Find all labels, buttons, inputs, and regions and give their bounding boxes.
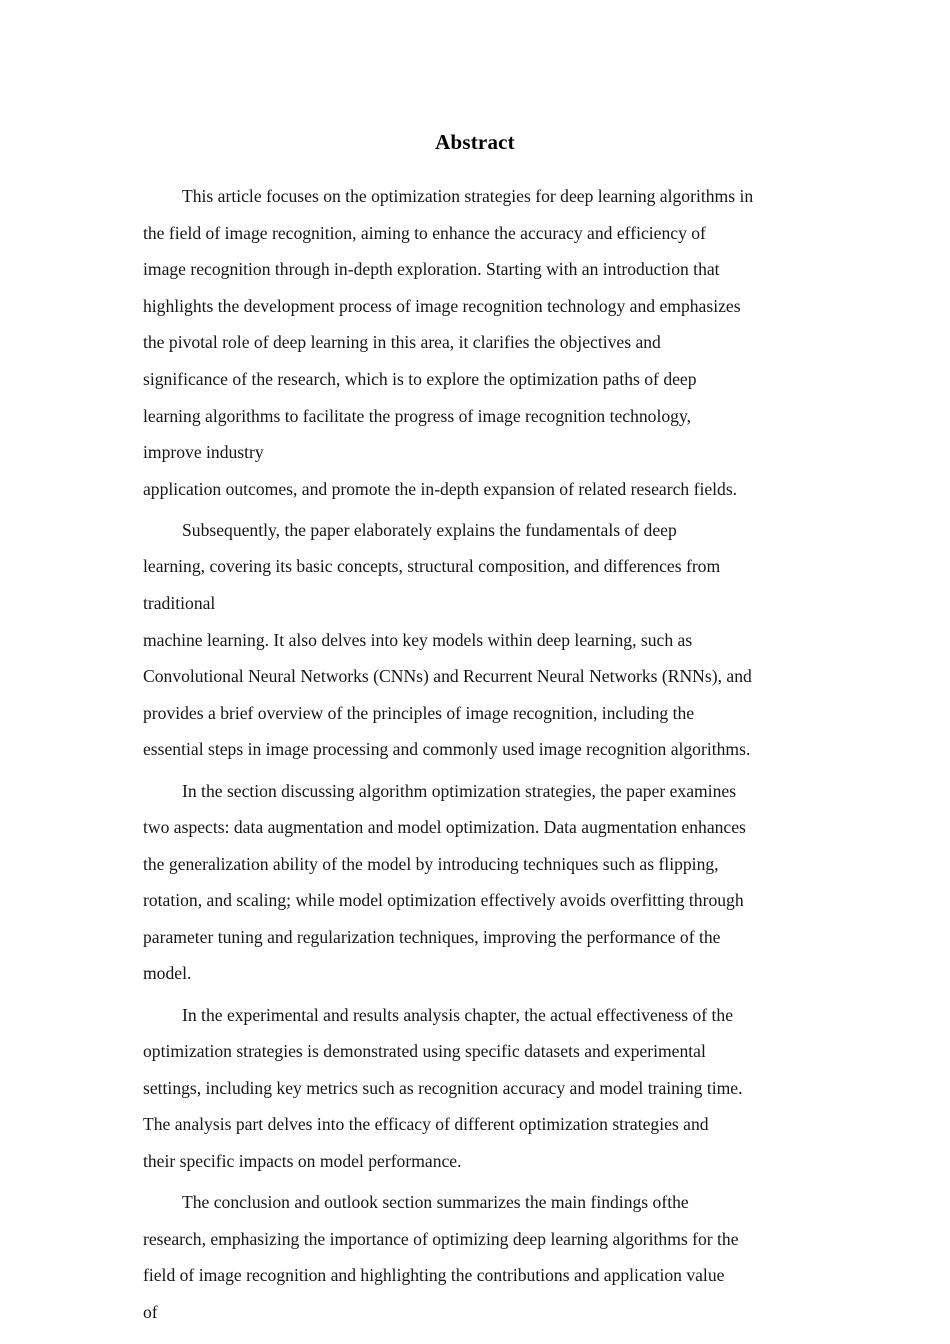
paragraph-line: This article focuses on the optimization strategies for deep learning algorithms in	[182, 186, 754, 206]
paragraph-line: two aspects: data augmentation and model optimization. Data augmentation enhances	[143, 817, 746, 838]
paragraph-line: the pivotal role of deep learning in this area, it clarifies the objectives and	[143, 332, 661, 353]
paragraph-line: their specific impacts on model performance.	[143, 1150, 462, 1171]
paragraph-line: highlights the development process of image recognition technology and emphasizes	[143, 295, 741, 316]
paragraph-line: traditional	[143, 593, 216, 614]
paragraph-4	[143, 997, 914, 1180]
paragraph-line: In the experimental and results analysis chapter, the actual effectiveness of the	[182, 1004, 733, 1025]
paragraph-line: research, emphasizing the importance of optimizing deep learning algorithms for the	[143, 1228, 739, 1249]
paragraph-line: essential steps in image processing and commonly used image recognition algorithms.	[143, 739, 751, 760]
paragraph-line: provides a brief overview of the principles of image recognition, including the	[143, 702, 695, 723]
paragraph-line: parameter tuning and regularization techniques, improving the performance of the	[143, 926, 721, 947]
paragraph-line: The analysis part delves into the efficacy of different optimization strategies and	[143, 1114, 709, 1135]
paragraph-line: rotation, and scaling; while model optimization effectively avoids overfitting through	[143, 890, 744, 911]
paragraph-line: settings, including key metrics such as recognition accuracy and model training time.	[143, 1077, 743, 1098]
paragraph-line: image recognition through in-depth exploration. Starting with an introduction that	[143, 259, 720, 280]
page-title: Abstract	[435, 130, 515, 154]
paragraph-line: of	[143, 1301, 158, 1322]
paragraph-line: field of image recognition and highlighting the contributions and application value	[143, 1265, 725, 1286]
paragraph-line: machine learning. It also delves into key models within deep learning, such as	[143, 629, 693, 650]
abstract-body	[0, 178, 950, 1330]
paragraph-line: In the section discussing algorithm optimization strategies, the paper examines	[182, 780, 737, 801]
paragraph-line: Subsequently, the paper elaborately explains the fundamentals of deep	[182, 519, 677, 540]
paragraph-line: learning, covering its basic concepts, structural composition, and differences from	[143, 556, 721, 577]
paragraph-line: Convolutional Neural Networks (CNNs) and Recurrent Neural Networks (RNNs), and	[143, 666, 752, 687]
paragraph-line: optimization strategies is demonstrated using specific datasets and experimental	[143, 1041, 706, 1062]
paragraph-5	[143, 1184, 914, 1330]
paragraph-line: significance of the research, which is to explore the optimization paths of deep	[143, 368, 697, 389]
paragraph-1	[143, 178, 914, 507]
paragraph-line: application outcomes, and promote the in-depth expansion of related research fields.	[143, 478, 738, 499]
paragraph-line: learning algorithms to facilitate the progress of image recognition technology,	[143, 405, 692, 426]
paragraph-2	[143, 512, 914, 768]
paragraph-line: model.	[143, 963, 192, 984]
paragraph-line: the generalization ability of the model by introducing techniques such as flipping,	[143, 853, 719, 874]
paragraph-line: The conclusion and outlook section summarizes the main findings ofthe	[182, 1192, 689, 1213]
paragraph-line: the field of image recognition, aiming to enhance the accuracy and efficiency of	[143, 222, 706, 243]
paragraph-3	[143, 773, 914, 993]
paragraph-line: improve industry	[143, 442, 264, 463]
